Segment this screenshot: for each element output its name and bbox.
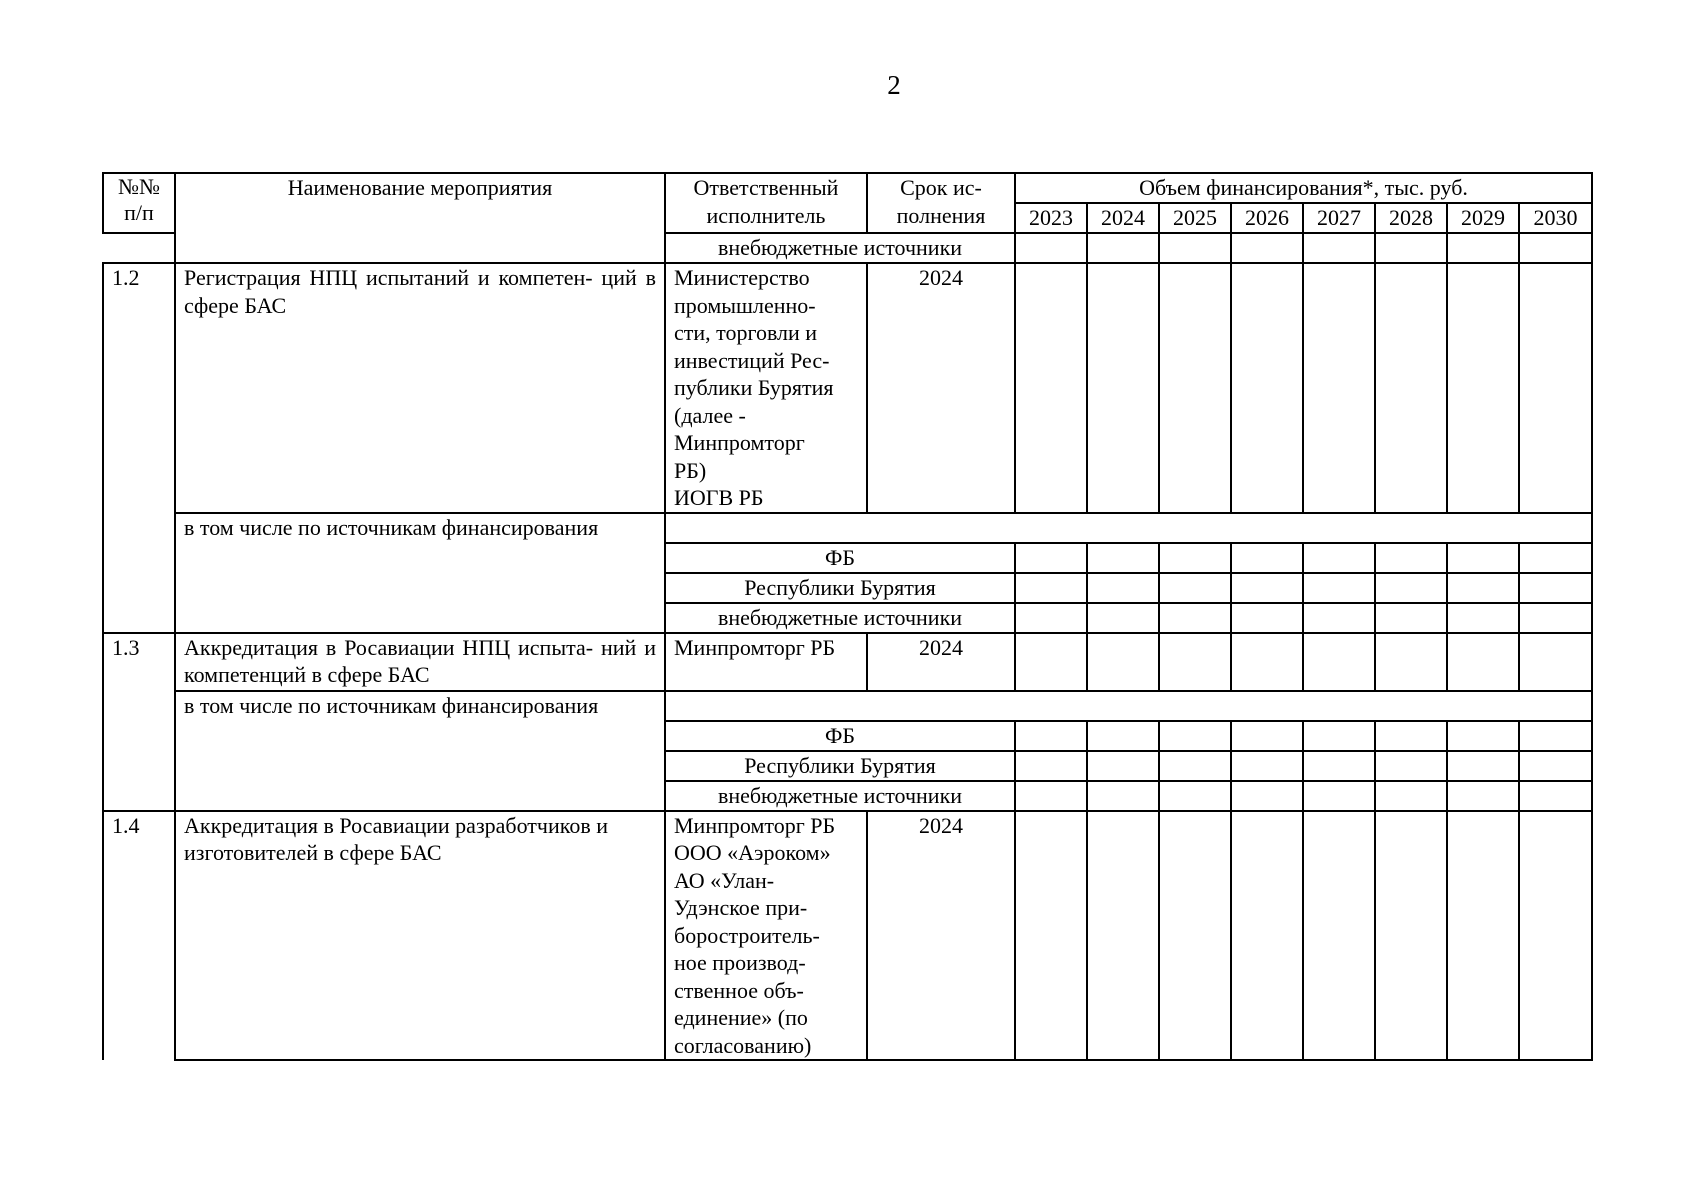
value-cell — [1015, 811, 1087, 1061]
value-cell — [1447, 633, 1519, 691]
row-executor — [665, 263, 867, 513]
value-cell — [1375, 573, 1447, 603]
value-cell — [1519, 721, 1592, 751]
value-cell — [1015, 233, 1087, 263]
value-cell — [1015, 263, 1087, 513]
row-num: 1.2 — [103, 263, 175, 633]
value-cell — [1447, 781, 1519, 811]
row-num: 1.3 — [103, 633, 175, 811]
value-cell — [1231, 263, 1303, 513]
table-row-1-3 — [103, 633, 1592, 691]
header-row — [103, 173, 1592, 203]
value-cell — [1447, 721, 1519, 751]
value-cell — [1231, 721, 1303, 751]
executor-line: АО «Улан- — [674, 867, 775, 893]
value-cell — [1519, 233, 1592, 263]
executor-line: Минпромторг РБ — [674, 634, 836, 660]
subtotal-row — [103, 513, 1592, 543]
value-cell — [1303, 811, 1375, 1061]
executor-line: РБ) — [674, 457, 707, 483]
source-label: ФБ — [665, 543, 1015, 573]
executor-line: боростроитель- — [674, 922, 820, 948]
value-cell — [1519, 263, 1592, 513]
executor-line: сти, торговли и — [674, 320, 818, 345]
value-cell — [1087, 543, 1159, 573]
sub-label: в том числе по источникам финансирования — [175, 513, 665, 633]
value-cell — [1447, 573, 1519, 603]
value-cell — [1375, 721, 1447, 751]
executor-line: единение» (по — [674, 1005, 808, 1030]
row-term: 2024 — [867, 263, 1015, 513]
carryover-num-blank — [103, 233, 175, 263]
value-cell — [1159, 233, 1231, 263]
value-cell — [1159, 603, 1231, 633]
year-2023: 2023 — [1015, 203, 1087, 233]
value-cell — [1303, 781, 1375, 811]
header-num: №№ п/п — [103, 173, 175, 233]
value-cell — [1519, 573, 1592, 603]
source-label: ФБ — [665, 721, 1015, 751]
value-cell — [1519, 751, 1592, 781]
sub-label-blank — [665, 513, 1592, 543]
year-2027: 2027 — [1303, 203, 1375, 233]
value-cell — [1231, 573, 1303, 603]
source-label: Республики Бурятия — [665, 573, 1015, 603]
value-cell — [1231, 751, 1303, 781]
executor-line: согласованию) — [674, 1032, 812, 1058]
value-cell — [1159, 721, 1231, 751]
executor-line: публики Бурятия — [674, 375, 834, 400]
value-cell — [1015, 751, 1087, 781]
value-cell — [1303, 721, 1375, 751]
value-cell — [1375, 263, 1447, 513]
executor-line: Минпромторг — [674, 430, 805, 455]
header-name: Наименование мероприятия — [175, 173, 665, 263]
row-name: Аккредитация в Росавиации НПЦ испыта- ний и компетенций в сфере БАС — [175, 633, 665, 691]
year-2029: 2029 — [1447, 203, 1519, 233]
row-executor — [665, 811, 867, 1061]
source-label: внебюджетные источники — [665, 781, 1015, 811]
value-cell — [1087, 811, 1159, 1061]
value-cell — [1519, 603, 1592, 633]
source-label: внебюджетные источники — [665, 603, 1015, 633]
value-cell — [1447, 263, 1519, 513]
value-cell — [1519, 633, 1592, 691]
value-cell — [1375, 633, 1447, 691]
value-cell — [1231, 811, 1303, 1061]
sub-label: в том числе по источникам финансирования — [175, 691, 665, 811]
executor-line: ООО «Аэроком» — [674, 840, 831, 865]
executor-line: промышленно- — [674, 292, 816, 318]
subtotal-row — [103, 691, 1592, 721]
row-num: 1.4 — [103, 811, 175, 1061]
value-cell — [1015, 603, 1087, 633]
value-cell — [1303, 751, 1375, 781]
executor-line: ственное объ- — [674, 977, 804, 1003]
value-cell — [1375, 781, 1447, 811]
row-executor — [665, 633, 867, 691]
value-cell — [1087, 721, 1159, 751]
value-cell — [1015, 721, 1087, 751]
value-cell — [1159, 633, 1231, 691]
value-cell — [1303, 603, 1375, 633]
executor-line: ИОГВ РБ — [674, 485, 764, 510]
value-cell — [1159, 573, 1231, 603]
carryover-source-label: внебюджетные источники — [665, 233, 1015, 263]
value-cell — [1015, 573, 1087, 603]
value-cell — [1303, 543, 1375, 573]
row-name: Регистрация НПЦ испытаний и компетен- ций в сфере БАС — [175, 263, 665, 513]
value-cell — [1303, 263, 1375, 513]
sub-label-blank — [665, 691, 1592, 721]
source-label: Республики Бурятия — [665, 751, 1015, 781]
value-cell — [1375, 811, 1447, 1061]
value-cell — [1015, 633, 1087, 691]
value-cell — [1087, 603, 1159, 633]
header-term: Срок ис- полнения — [867, 173, 1015, 233]
value-cell — [1087, 781, 1159, 811]
value-cell — [1447, 811, 1519, 1061]
year-2030: 2030 — [1519, 203, 1592, 233]
value-cell — [1519, 543, 1592, 573]
table-row-1-4 — [103, 811, 1592, 1061]
value-cell — [1375, 603, 1447, 633]
value-cell — [1087, 233, 1159, 263]
funding-table — [102, 172, 1593, 1061]
value-cell — [1015, 543, 1087, 573]
value-cell — [1231, 603, 1303, 633]
year-2025: 2025 — [1159, 203, 1231, 233]
value-cell — [1087, 263, 1159, 513]
executor-line: (далее - — [674, 402, 746, 428]
value-cell — [1447, 603, 1519, 633]
value-cell — [1375, 543, 1447, 573]
row-name: Аккредитация в Росавиации разработчиков и изготовителей в сфере БАС — [175, 811, 665, 1061]
value-cell — [1231, 633, 1303, 691]
value-cell — [1087, 633, 1159, 691]
value-cell — [1519, 781, 1592, 811]
executor-line: ное производ- — [674, 950, 806, 975]
value-cell — [1447, 233, 1519, 263]
table-row-1-2 — [103, 263, 1592, 513]
executor-line: Минпромторг РБ — [674, 812, 836, 838]
value-cell — [1159, 263, 1231, 513]
executor-line: Министерство — [674, 265, 810, 290]
value-cell — [1015, 781, 1087, 811]
executor-line: Удэнское при- — [674, 895, 808, 920]
row-term: 2024 — [867, 811, 1015, 1061]
value-cell — [1447, 543, 1519, 573]
page-number: 2 — [887, 70, 901, 100]
value-cell — [1303, 573, 1375, 603]
row-term: 2024 — [867, 633, 1015, 691]
value-cell — [1231, 781, 1303, 811]
value-cell — [1231, 233, 1303, 263]
value-cell — [1159, 751, 1231, 781]
value-cell — [1087, 573, 1159, 603]
value-cell — [1375, 751, 1447, 781]
value-cell — [1087, 751, 1159, 781]
value-cell — [1303, 233, 1375, 263]
year-2026: 2026 — [1231, 203, 1303, 233]
value-cell — [1519, 811, 1592, 1061]
value-cell — [1303, 633, 1375, 691]
value-cell — [1447, 751, 1519, 781]
value-cell — [1159, 543, 1231, 573]
value-cell — [1159, 781, 1231, 811]
value-cell — [1231, 543, 1303, 573]
value-cell — [1159, 811, 1231, 1061]
header-executor: Ответственный исполнитель — [665, 173, 867, 233]
header-funding: Объем финансирования*, тыс. руб. — [1015, 173, 1592, 203]
value-cell — [1375, 233, 1447, 263]
executor-line: инвестиций Рес- — [674, 347, 830, 373]
year-2024: 2024 — [1087, 203, 1159, 233]
year-2028: 2028 — [1375, 203, 1447, 233]
